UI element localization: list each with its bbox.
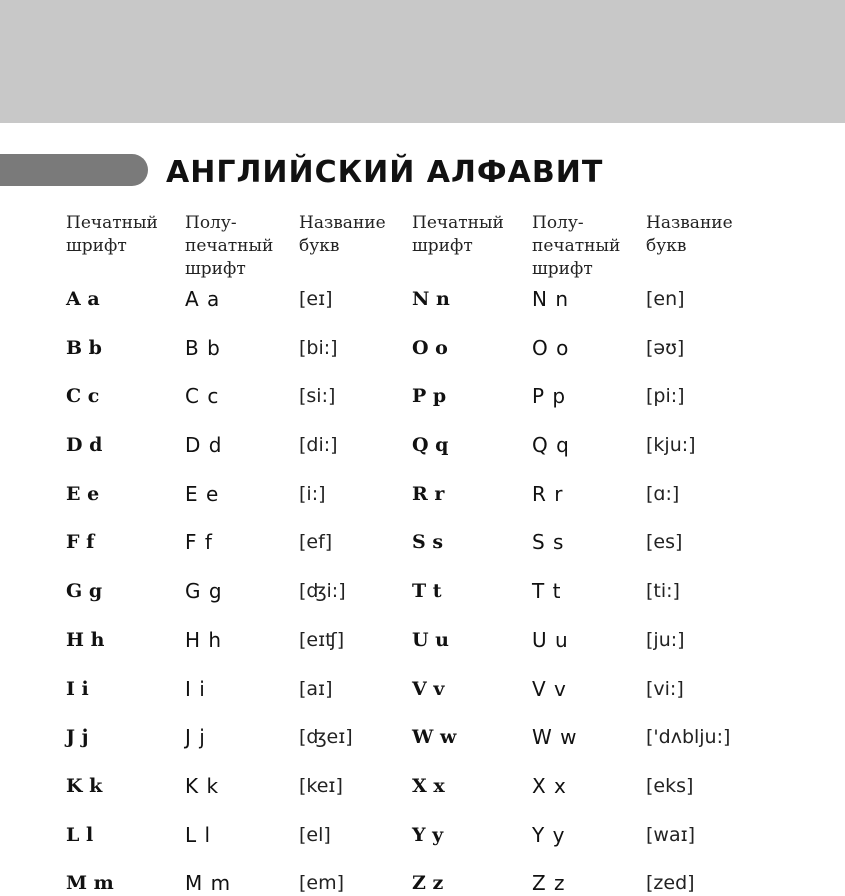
semi-print-letter: Y y <box>532 822 566 847</box>
print-letter: W w <box>412 726 457 749</box>
semi-print-letter: L l <box>185 822 212 847</box>
print-letter: N n <box>412 288 450 310</box>
letter-name: [waɪ] <box>646 823 696 846</box>
letter-name: [eɪ] <box>299 288 333 310</box>
header-line: шрифт <box>412 236 473 256</box>
header-name-left <box>299 212 386 258</box>
header-print-right <box>412 212 504 258</box>
semi-print-letter: S s <box>532 530 565 555</box>
letter-name: [i:] <box>299 482 326 505</box>
print-letter: I i <box>66 677 89 700</box>
header-line: Печатный <box>412 213 504 233</box>
letter-name: [ef] <box>299 531 333 554</box>
letter-name: [vi:] <box>646 677 684 700</box>
page-title: АНГЛИЙСКИЙ АЛФАВИТ <box>166 155 604 190</box>
print-letter: S s <box>412 531 444 554</box>
letter-name: [ju:] <box>646 628 685 651</box>
semi-print-letter: O o <box>532 335 570 360</box>
print-letter: M m <box>66 872 114 895</box>
table-row <box>0 380 845 429</box>
semi-print-letter: N n <box>532 287 569 311</box>
semi-print-letter: P p <box>532 384 567 409</box>
print-letter: C c <box>66 385 100 408</box>
header-line: букв <box>299 236 340 256</box>
header-line: шрифт <box>532 259 593 279</box>
table-row <box>0 624 845 673</box>
header-line: Полу- <box>532 213 584 233</box>
header-line: Печатный <box>66 213 158 233</box>
table-row <box>0 429 845 478</box>
header-print-left <box>66 212 158 258</box>
semi-print-letter: W w <box>532 725 578 750</box>
letter-name: [keɪ] <box>299 774 343 797</box>
print-letter: L l <box>66 823 94 846</box>
semi-print-letter: A a <box>185 287 221 311</box>
letter-name: [es] <box>646 531 683 554</box>
letter-name: [eɪʧ] <box>299 628 345 651</box>
table-row <box>0 770 845 819</box>
semi-print-letter: E e <box>185 481 220 506</box>
table-row <box>0 478 845 527</box>
header-line: Название <box>646 213 733 233</box>
title-accent-bar <box>0 154 148 186</box>
print-letter: O o <box>412 336 448 359</box>
print-letter: P p <box>412 385 447 408</box>
print-letter: G g <box>66 580 103 603</box>
letter-name: [kju:] <box>646 434 696 457</box>
print-letter: Q q <box>412 434 449 457</box>
table-row <box>0 721 845 770</box>
header-semi-right <box>532 212 620 281</box>
print-letter: X x <box>412 774 445 797</box>
letter-name: [ɑ:] <box>646 482 680 505</box>
semi-print-letter: R r <box>532 481 564 506</box>
header-line: печатный <box>532 236 621 256</box>
semi-print-letter: I i <box>185 676 206 701</box>
letter-name: [eks] <box>646 774 694 797</box>
print-letter: Y y <box>412 823 444 846</box>
letter-name: [ʤi:] <box>299 580 346 603</box>
semi-print-letter: C c <box>185 384 220 409</box>
semi-print-letter: B b <box>185 335 221 360</box>
letter-name: [el] <box>299 823 331 846</box>
header-line: Название <box>299 213 386 233</box>
header-line: Полу- <box>185 213 237 233</box>
print-letter: R r <box>412 482 445 505</box>
print-letter: Z z <box>412 872 444 895</box>
letter-name: [en] <box>646 288 685 310</box>
table-row <box>0 283 845 332</box>
table-row <box>0 673 845 722</box>
print-letter: H h <box>66 628 105 651</box>
letter-name: [aɪ] <box>299 677 333 700</box>
semi-print-letter: Q q <box>532 433 570 458</box>
print-letter: F f <box>66 531 95 554</box>
letter-name: [əʊ] <box>646 336 685 359</box>
table-row <box>0 819 845 868</box>
header-line: букв <box>646 236 687 256</box>
semi-print-letter: V v <box>532 676 567 701</box>
semi-print-letter: T t <box>532 579 562 604</box>
header-line: печатный <box>185 236 274 256</box>
semi-print-letter: G g <box>185 579 223 604</box>
semi-print-letter: U u <box>532 627 569 652</box>
print-letter: T t <box>412 580 442 603</box>
letter-name: [bi:] <box>299 336 338 359</box>
header-line: шрифт <box>185 259 246 279</box>
print-letter: J j <box>66 726 89 749</box>
header-name-right <box>646 212 733 258</box>
letter-name: [pi:] <box>646 385 685 408</box>
semi-print-letter: Z z <box>532 871 566 896</box>
print-letter: U u <box>412 628 449 651</box>
table-row <box>0 332 845 381</box>
semi-print-letter: X x <box>532 773 567 798</box>
semi-print-letter: F f <box>185 530 213 555</box>
print-letter: V v <box>412 677 445 700</box>
header-line: шрифт <box>66 236 127 256</box>
alphabet-table <box>0 283 845 896</box>
top-gray-band <box>0 0 845 123</box>
print-letter: K k <box>66 774 103 797</box>
semi-print-letter: M m <box>185 871 232 896</box>
table-row <box>0 526 845 575</box>
semi-print-letter: J j <box>185 725 206 750</box>
table-row <box>0 575 845 624</box>
letter-name: [ʤeɪ] <box>299 726 353 749</box>
print-letter: B b <box>66 336 102 359</box>
semi-print-letter: H h <box>185 627 223 652</box>
semi-print-letter: K k <box>185 773 220 798</box>
print-letter: E e <box>66 482 100 505</box>
letter-name: [si:] <box>299 385 336 408</box>
letter-name: [ti:] <box>646 580 680 603</box>
letter-name: [em] <box>299 872 345 895</box>
semi-print-letter: D d <box>185 433 223 458</box>
print-letter: A a <box>66 288 100 310</box>
letter-name: [zed] <box>646 872 695 895</box>
letter-name: [di:] <box>299 434 338 457</box>
table-row <box>0 867 845 896</box>
letter-name: ['dʌblju:] <box>646 726 731 749</box>
header-semi-left <box>185 212 273 281</box>
print-letter: D d <box>66 434 103 457</box>
